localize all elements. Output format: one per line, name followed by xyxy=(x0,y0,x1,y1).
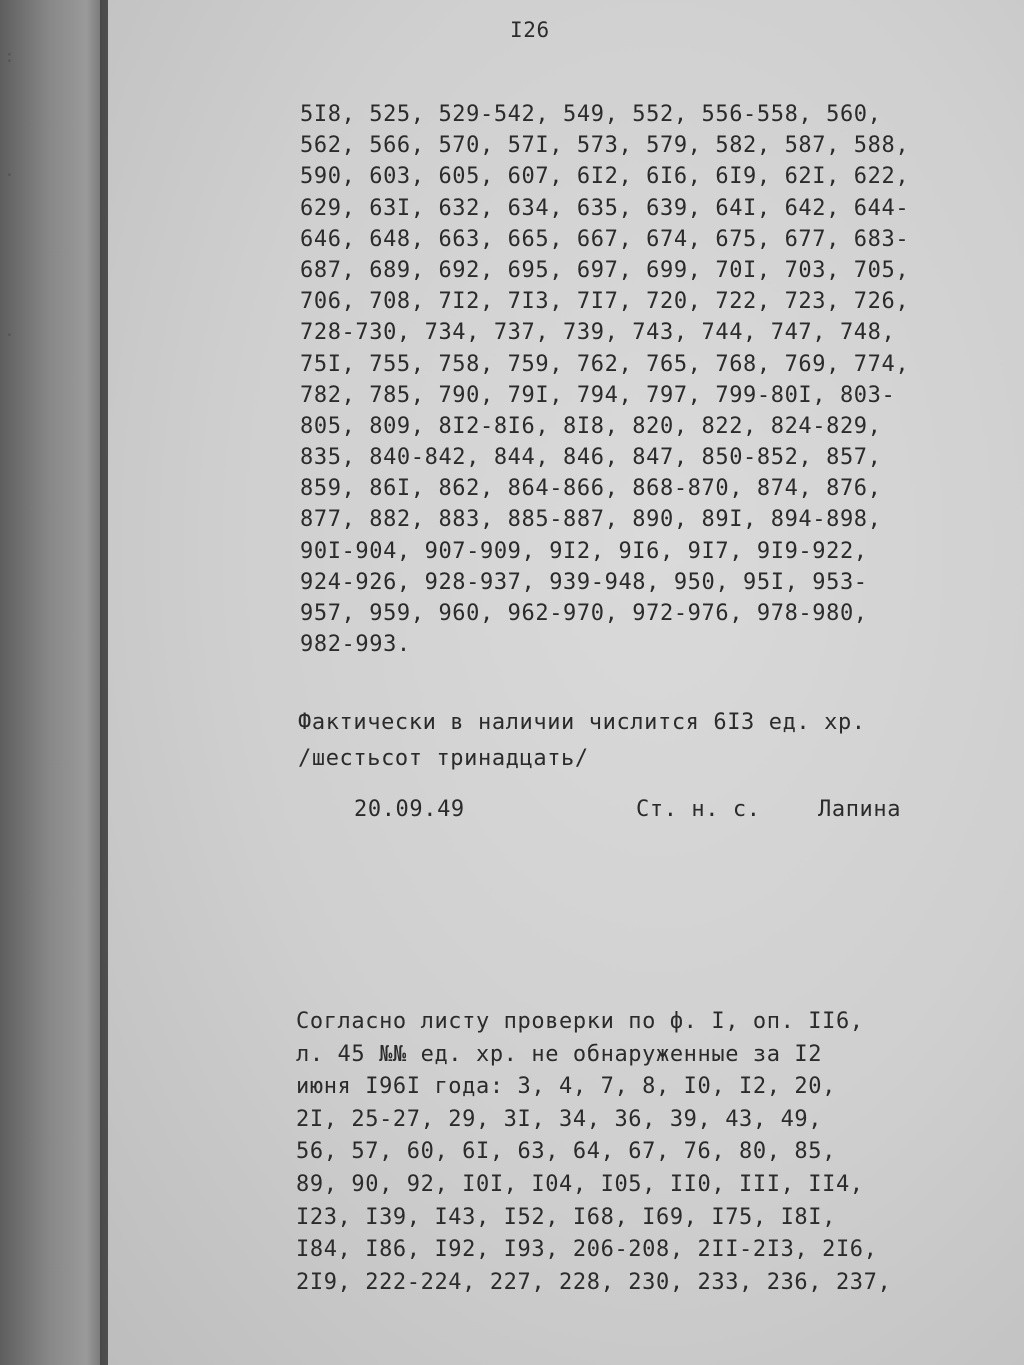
text-line: 562, 566, 570, 57I, 573, 579, 582, 587, 588, xyxy=(300,133,910,159)
missing-units-list xyxy=(300,99,909,660)
text-line: 56, 57, 60, 6I, 63, 64, 67, 76, 80, 85, xyxy=(296,1139,836,1165)
text-line: 782, 785, 790, 79I, 794, 797, 799-80I, 803- xyxy=(300,382,896,408)
text-line: 877, 882, 883, 885-887, 890, 89I, 894-898, xyxy=(300,507,882,533)
text-line: I23, I39, I43, I52, I68, I69, I75, I8I, xyxy=(296,1204,836,1230)
text-line: Фактически в наличии числится 6I3 ед. хр. xyxy=(298,710,866,735)
text-line: 859, 86I, 862, 864-866, 868-870, 874, 876, xyxy=(300,476,882,502)
text-line: 629, 63I, 632, 634, 635, 639, 64I, 642, 644- xyxy=(300,195,910,221)
text-line: 706, 708, 7I2, 7I3, 7I7, 720, 722, 723, 726, xyxy=(300,289,910,315)
text-line: 2I, 25-27, 29, 3I, 34, 36, 39, 43, 49, xyxy=(296,1106,823,1132)
text-line: 646, 648, 663, 665, 667, 674, 675, 677, 683- xyxy=(300,226,910,252)
typed-page xyxy=(108,0,1024,1365)
text-line: 90I-904, 907-909, 9I2, 9I6, 9I7, 9I9-922, xyxy=(300,538,868,564)
text-line: 2I9, 222-224, 227, 228, 230, 233, 236, 237, xyxy=(296,1269,892,1295)
text-line: 835, 840-842, 844, 846, 847, 850-852, 857, xyxy=(300,445,882,471)
text-line: 590, 603, 605, 607, 6I2, 6I6, 6I9, 62I, 622, xyxy=(300,164,910,190)
actual-count-statement xyxy=(298,705,866,777)
bleed-mark: . xyxy=(4,320,15,341)
text-line: /шестьсот тринадцать/ xyxy=(298,746,589,771)
signature-position: Ст. н. с. xyxy=(636,797,761,822)
bleed-mark: . xyxy=(4,160,15,181)
text-line: 5I8, 525, 529-542, 549, 552, 556-558, 560, xyxy=(300,102,882,127)
signature-name: Лапина xyxy=(818,797,902,822)
text-line: 89, 90, 92, I0I, I04, I05, II0, III, II4, xyxy=(296,1171,864,1197)
text-line: 924-926, 928-937, 939-948, 950, 95I, 953- xyxy=(300,569,868,595)
bleed-mark: : xyxy=(4,46,15,67)
text-line: 957, 959, 960, 962-970, 972-976, 978-980, xyxy=(300,601,868,626)
text-line: 728-730, 734, 737, 739, 743, 744, 747, 748, xyxy=(300,320,896,346)
text-line: июня I96I года: 3, 4, 7, 8, I0, I2, 20, xyxy=(296,1074,836,1100)
text-line: Согласно листу проверки по ф. I, оп. II6, xyxy=(296,1009,864,1034)
page-number: I26 xyxy=(510,18,550,42)
text-line: 982-993. xyxy=(300,632,411,658)
text-line: 75I, 755, 758, 759, 762, 765, 768, 769, 774, xyxy=(300,351,910,377)
signature-date: 20.09.49 xyxy=(354,797,465,822)
text-line: л. 45 №№ ед. хр. не обнаруженные за I2 xyxy=(296,1041,823,1067)
text-line: 687, 689, 692, 695, 697, 699, 70I, 703, 705, xyxy=(300,257,910,283)
text-line: I84, I86, I92, I93, 206-208, 2II-2I3, 2I6, xyxy=(296,1237,878,1263)
left-page-edge xyxy=(0,0,108,1365)
text-line: 805, 809, 8I2-8I6, 8I8, 820, 822, 824-829, xyxy=(300,413,882,439)
check-sheet-paragraph xyxy=(296,1006,891,1299)
